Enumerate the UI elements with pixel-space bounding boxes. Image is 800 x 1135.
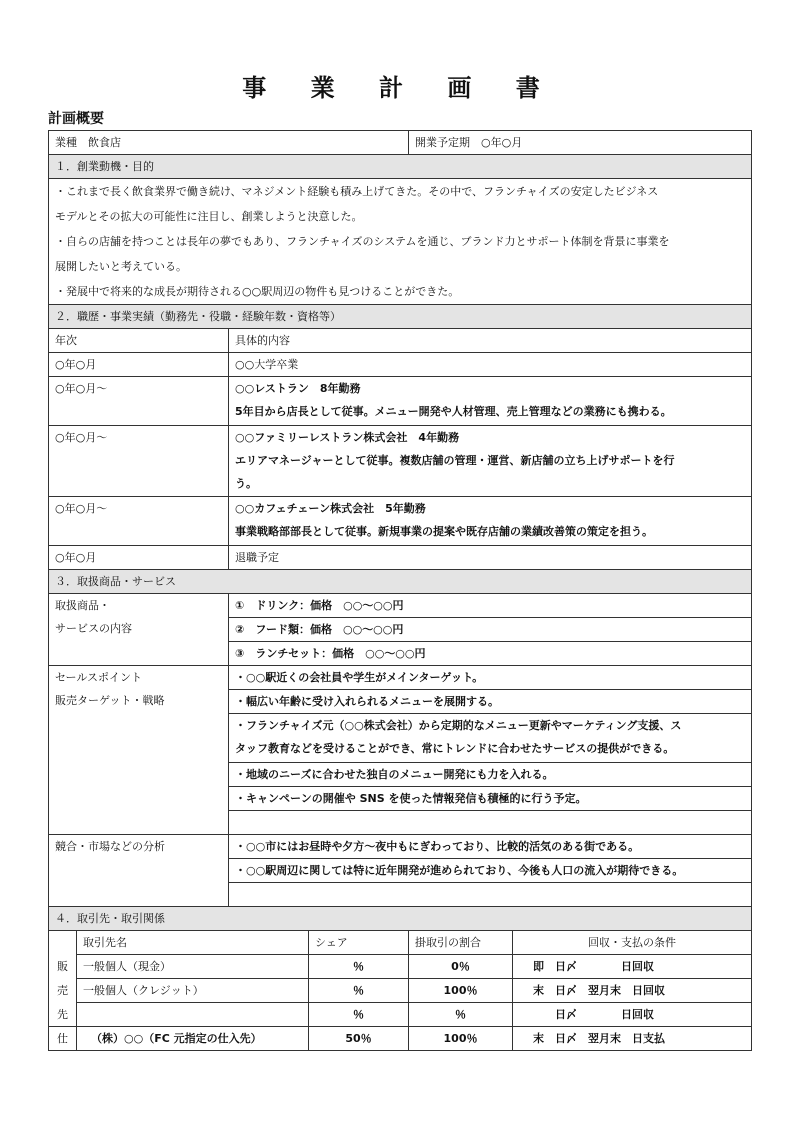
career-company: ○○カフェチェーン株式会社 5年勤務 xyxy=(235,502,426,515)
opening-cell: 開業予定期 ○年○月 xyxy=(409,131,752,155)
career-detail: ○○大学卒業 xyxy=(229,353,752,377)
motivation-line: ・発展中で将来的な成長が期待される○○駅周辺の物件も見つけることができた。 xyxy=(55,285,460,298)
industry-cell: 業種 飲食店 xyxy=(49,131,409,155)
partner-share: 50％ xyxy=(309,1027,409,1051)
sales-point: ・地域のニーズに合わせた独自のメニュー開発にも力を入れる。 xyxy=(229,763,752,787)
motivation-text xyxy=(49,179,752,305)
side-blank xyxy=(49,931,77,955)
motivation-line: ・これまで長く飲食業界で働き続け、マネジメント経験も積み上げてきた。その中で、フランチャイズの安定したビジネス xyxy=(55,185,659,198)
competition-label: 競合・市場などの分析 xyxy=(49,835,229,907)
sales-side-char: 売 xyxy=(49,979,77,1003)
col-terms-header: 回収・支払の条件 xyxy=(513,931,752,955)
product-item: ② フード類：価格 ○○～○○円 xyxy=(229,618,752,642)
career-detail: 退職予定 xyxy=(229,546,752,570)
sales-point-line: タッフ教育などを受けることができ、常にトレンドに合わせたサービスの提供ができる。 xyxy=(235,742,675,755)
career-role-cont: う。 xyxy=(235,477,257,490)
section2-heading: ２．職歴・事業実績（勤務先・役職・経験年数・資格等） xyxy=(49,305,752,329)
sales-side-char: 先 xyxy=(49,1003,77,1027)
partner-terms: 即 日〆 日回収 xyxy=(513,955,752,979)
sales-point-line: ・フランチャイズ元（○○株式会社）から定期的なメニュー更新やマーケティング支援、ス xyxy=(235,719,682,732)
product-item: ③ ランチセット：価格 ○○～○○円 xyxy=(229,642,752,666)
career-company: ○○ファミリーレストラン株式会社 4年勤務 xyxy=(235,431,460,444)
partner-terms: 日〆 日回収 xyxy=(513,1003,752,1027)
partner-name xyxy=(77,1003,309,1027)
career-role: 事業戦略部部長として従事。新規事業の提案や既存店舗の業績改善策の策定を担う。 xyxy=(235,525,653,538)
partner-name: （株）○○（FC 元指定の仕入先） xyxy=(77,1027,309,1051)
partner-share: ％ xyxy=(309,1003,409,1027)
col-share-header: シェア xyxy=(309,931,409,955)
col-name-header: 取引先名 xyxy=(77,931,309,955)
career-detail xyxy=(229,426,752,497)
sales-point-empty xyxy=(229,811,752,835)
section3-heading: ３．取扱商品・サービス xyxy=(49,570,752,594)
partner-share: ％ xyxy=(309,979,409,1003)
career-role: エリアマネージャーとして従事。複数店舗の管理・運営、新店舗の立ち上げサポートを行 xyxy=(235,454,675,467)
partner-terms: 末 日〆 翌月末 日回収 xyxy=(513,979,752,1003)
career-year: ○年○月～ xyxy=(49,497,229,546)
products-label-line: サービスの内容 xyxy=(55,622,132,635)
supply-side-char: 仕 xyxy=(49,1027,77,1051)
sales-point xyxy=(229,714,752,763)
partner-name: 一般個人（クレジット） xyxy=(77,979,309,1003)
section4-heading: ４．取引先・取引関係 xyxy=(49,907,752,931)
products-label-line: 取扱商品・ xyxy=(55,599,110,612)
section1-heading: １．創業動機・目的 xyxy=(49,155,752,179)
motivation-line: モデルとその拡大の可能性に注目し、創業しようと決意した。 xyxy=(55,210,363,223)
career-year: ○年○月～ xyxy=(49,377,229,426)
competition-item: ・○○駅周辺に関しては特に近年開発が進められており、今後も人口の流入が期待できる。 xyxy=(229,859,752,883)
career-detail xyxy=(229,497,752,546)
product-item: ① ドリンク：価格 ○○～○○円 xyxy=(229,594,752,618)
partner-terms: 末 日〆 翌月末 日支払 xyxy=(513,1027,752,1051)
col-detail-header: 具体的内容 xyxy=(229,329,752,353)
sales-label xyxy=(49,666,229,835)
partner-share: ％ xyxy=(309,955,409,979)
competition-empty xyxy=(229,883,752,907)
overview-heading: 計画概要 xyxy=(48,111,104,127)
partner-name: 一般個人（現金） xyxy=(77,955,309,979)
career-year: ○年○月 xyxy=(49,546,229,570)
career-company: ○○レストラン 8年勤務 xyxy=(235,382,361,395)
partner-credit: 0％ xyxy=(409,955,513,979)
career-detail xyxy=(229,377,752,426)
document-title: 事 業 計 画 書 xyxy=(242,74,558,102)
sales-label-line: セールスポイント xyxy=(55,671,143,684)
career-role: 5年目から店長として従事。メニュー開発や人材管理、売上管理などの業務にも携わる。 xyxy=(235,405,672,418)
competition-item: ・○○市にはお昼時や夕方～夜中もにぎわっており、比較的活気のある街である。 xyxy=(229,835,752,859)
partner-credit: ％ xyxy=(409,1003,513,1027)
products-label xyxy=(49,594,229,666)
partner-credit: 100％ xyxy=(409,1027,513,1051)
col-credit-header: 掛取引の割合 xyxy=(409,931,513,955)
sales-label-line: 販売ターゲット・戦略 xyxy=(55,694,165,707)
career-year: ○年○月～ xyxy=(49,426,229,497)
sales-point: ・○○駅近くの会社員や学生がメインターゲット。 xyxy=(229,666,752,690)
business-plan-table xyxy=(48,130,752,1051)
motivation-line: ・自らの店舗を持つことは長年の夢でもあり、フランチャイズのシステムを通じ、ブランド力とサポート体制を背景に事業を xyxy=(55,235,670,248)
sales-point: ・幅広い年齢に受け入れられるメニューを展開する。 xyxy=(229,690,752,714)
col-year-header: 年次 xyxy=(49,329,229,353)
career-year: ○年○月 xyxy=(49,353,229,377)
partner-credit: 100％ xyxy=(409,979,513,1003)
sales-point: ・キャンペーンの開催や SNS を使った情報発信も積極的に行う予定。 xyxy=(229,787,752,811)
sales-side-char: 販 xyxy=(49,955,77,979)
motivation-line: 展開したいと考えている。 xyxy=(55,260,187,273)
